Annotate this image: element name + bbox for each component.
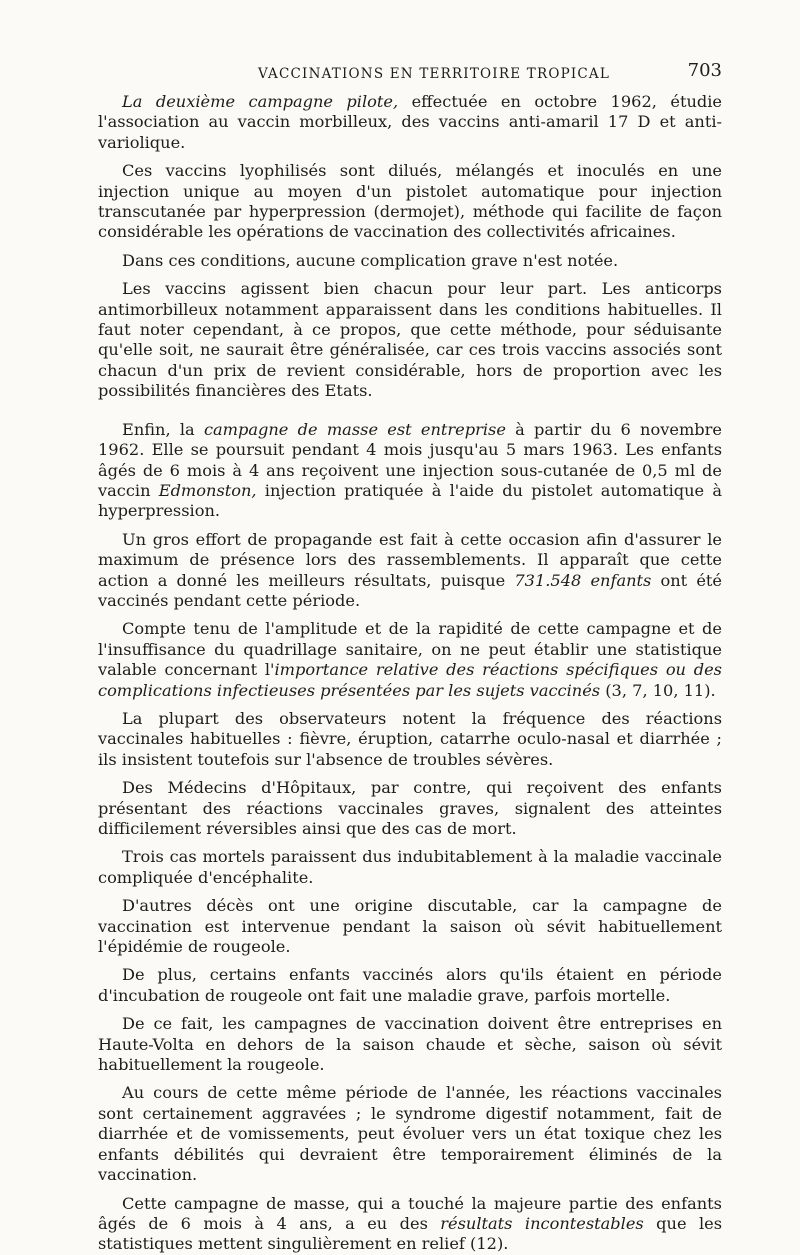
paragraph-9: Des Médecins d'Hôpitaux, par contre, qui reçoivent des enfants présentant des réactions vaccinales graves, signalent des atteintes difficilement réversibles ainsi que des cas de mort. [98, 778, 722, 838]
paragraph-8: La plupart des observateurs notent la fréquence des réactions vaccinales habituelles : fièvre, éruption, catarrhe oculo-nasal et diarrhée ; ils insistent toutefois sur l'absence de troubles sévères. [98, 708, 722, 769]
paragraph-14: Au cours de cette même période de l'année, les réactions vaccinales sont certainement aggravées ; le syndrome digestif notamment, fait de diarrhée et de vomissements, peut évoluer vers un état toxique chez les enfants débilités qui devraient être temporairement éliminés de la vaccination. [98, 1083, 722, 1185]
paragraph-15-text-b: que les statistiques mettent singulièrement en relief (12). [98, 1213, 723, 1254]
paragraph-15-emphasis: résultats incontestables [440, 1213, 644, 1233]
paragraph-7-emphasis: importance relative des réactions spécifiques ou des complications infectieuses présentées par les sujets vaccinés [98, 660, 722, 700]
running-title: VACCINATIONS EN TERRITOIRE TROPICAL [258, 66, 611, 82]
paragraph-15-text-a: Cette campagne de masse, qui a touché la majeure partie des enfants âgés de 6 mois à 4 ans, a eu des [98, 1193, 722, 1233]
paragraph-6-text-a: Un gros effort de propagande est fait à cette occasion afin d'assurer le maximum de présence lors des rassemblements. Il apparaît que cette action a donné les meilleurs résultats, puisque [98, 529, 722, 590]
paragraph-4: Les vaccins agissent bien chacun pour leur part. Les anticorps antimorbilleux notamment apparaissent dans les conditions habituelles. Il faut noter cependant, à ce propos, que cette méthode, pour séduisante qu'elle soit, ne saurait être généralisée, car ces trois vaccins associés sont chacun d'un prix de revient considérable, hors de proportion avec les possibilités financières des Etats. [98, 279, 722, 401]
paragraph-5-text-b: à partir du 6 novembre 1962. Elle se poursuit pendant 4 mois jusqu'au 5 mars 1963. Les enfants âgés de 6 mois à 4 ans reçoivent une injection sous-cutanée de 0,5 ml de vaccin [98, 419, 722, 500]
body-text [98, 92, 722, 1255]
paragraph-6 [98, 530, 722, 612]
paragraph-2: Ces vaccins lyophilisés sont dilués, mélangés et inoculés en une injection unique au moyen d'un pistolet automatique pour injection transcutanée par hyperpression (dermojet), méthode qui facilite de façon considérable les opérations de vaccination des collectivités africaines. [98, 161, 722, 242]
paragraph-7 [98, 619, 722, 701]
paragraph-5-text-a: Enfin, la [122, 419, 204, 439]
paragraph-1-text: effectuée en octobre 1962, étudie l'association au vaccin morbilleux, des vaccins anti-amaril 17 D et anti-variolique. [98, 92, 722, 152]
paragraph-5 [98, 420, 722, 522]
page-number: 703 [687, 60, 722, 81]
paragraph-15 [98, 1194, 722, 1255]
paragraph-13: De ce fait, les campagnes de vaccination doivent être entreprises en Haute-Volta en dehors de la saison chaude et sèche, saison où sévit habituellement la rougeole. [98, 1014, 722, 1075]
paragraph-12: De plus, certains enfants vaccinés alors qu'ils étaient en période d'incubation de rougeole ont fait une maladie grave, parfois mortelle. [98, 965, 722, 1005]
paragraph-1-emphasis: La deuxième campagne pilote, [122, 92, 399, 111]
paragraph-5-emphasis-1: campagne de masse est entreprise [203, 419, 506, 439]
paragraph-3: Dans ces conditions, aucune complication grave n'est notée. [122, 250, 619, 270]
paragraph-5-emphasis-2: Edmonston, [158, 480, 257, 500]
paragraph-10: Trois cas mortels paraissent dus indubitablement à la maladie vaccinale compliquée d'encéphalite. [98, 847, 722, 887]
paragraph-6-text-b: ont été vaccinés pendant cette période. [98, 570, 722, 610]
paragraph-11: D'autres décès ont une origine discutable, car la campagne de vaccination est intervenue pendant la saison où sévit habituellement l'épidémie de rougeole. [98, 896, 722, 957]
running-head [98, 58, 722, 92]
paragraph-1 [98, 92, 722, 153]
paragraph-7-text-a: Compte tenu de l'amplitude et de la rapidité de cette campagne et de l'insuffisance du quadrillage sanitaire, on ne peut établir une statistique valable concernant l' [98, 619, 722, 680]
paragraph-7-text-b: (3, 7, 10, 11). [600, 680, 716, 700]
paragraph-5-text-c: injection pratiquée à l'aide du pistolet automatique à hyperpression. [98, 480, 722, 521]
paragraph-6-emphasis: 731.548 enfants [514, 570, 652, 590]
